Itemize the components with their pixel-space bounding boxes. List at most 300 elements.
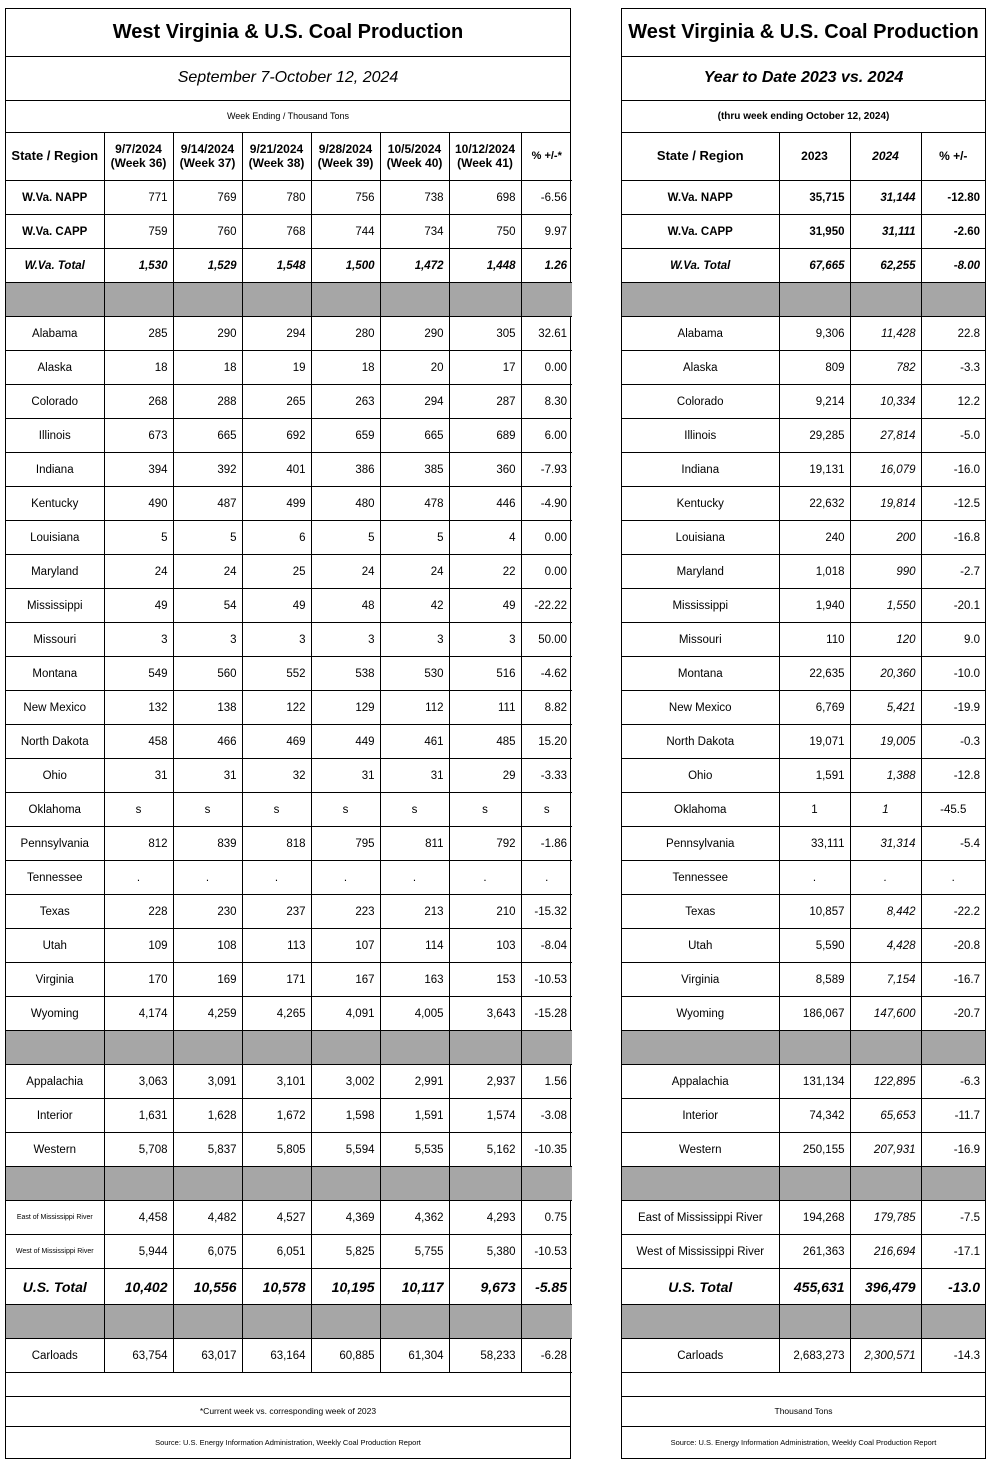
- weekly-cell: 18: [173, 351, 242, 385]
- ytd-cell: -19.9: [921, 691, 985, 725]
- weekly-cell: 3: [449, 623, 521, 657]
- weekly-row: [6, 725, 572, 759]
- weekly-cell: 112: [380, 691, 449, 725]
- weekly-cell: 163: [380, 963, 449, 997]
- ytd-cell: 5,421: [850, 691, 921, 725]
- ytd-row: [622, 385, 985, 419]
- ytd-cell: -12.80: [921, 181, 985, 215]
- weekly-cell: 4,005: [380, 997, 449, 1031]
- ytd-row: [622, 453, 985, 487]
- header-date: 9/14/2024: [180, 142, 235, 156]
- ytd-cell: 110: [779, 623, 850, 657]
- weekly-cell: .: [242, 861, 311, 895]
- ytd-row: [622, 351, 985, 385]
- ytd-row-label: Virginia: [622, 963, 779, 997]
- ytd-row: [622, 1065, 985, 1099]
- header-date: 10/12/2024: [454, 142, 516, 156]
- weekly-row-label: Carloads: [6, 1339, 104, 1373]
- separator-cell: [779, 1305, 850, 1339]
- weekly-cell: 549: [104, 657, 173, 691]
- weekly-cell: 213: [380, 895, 449, 929]
- ytd-row: [622, 1235, 985, 1269]
- separator-cell: [380, 1167, 449, 1201]
- ytd-cell: 207,931: [850, 1133, 921, 1167]
- weekly-cell: 63,017: [173, 1339, 242, 1373]
- weekly-row: [6, 759, 572, 793]
- weekly-row-label: Tennessee: [6, 861, 104, 895]
- weekly-row: [6, 929, 572, 963]
- ytd-cell: 8,442: [850, 895, 921, 929]
- ytd-row-label: Appalachia: [622, 1065, 779, 1099]
- weekly-cell: -6.56: [521, 181, 572, 215]
- ytd-row: [622, 929, 985, 963]
- ytd-row: [622, 759, 985, 793]
- weekly-row-label: Texas: [6, 895, 104, 929]
- weekly-cell: -10.53: [521, 1235, 572, 1269]
- weekly-cell: 466: [173, 725, 242, 759]
- weekly-cell: 265: [242, 385, 311, 419]
- ytd-cell: 9.0: [921, 623, 985, 657]
- weekly-row: [6, 1031, 572, 1065]
- ytd-cell: -20.1: [921, 589, 985, 623]
- weekly-cell: 792: [449, 827, 521, 861]
- weekly-row: [6, 1133, 572, 1167]
- header-week: (Week 39): [317, 156, 374, 170]
- ytd-cell: 6,769: [779, 691, 850, 725]
- weekly-row: [6, 1065, 572, 1099]
- ytd-cell: 1,591: [779, 759, 850, 793]
- ytd-header-state: State / Region: [622, 132, 779, 181]
- ytd-cell: -12.5: [921, 487, 985, 521]
- ytd-row: [622, 861, 985, 895]
- ytd-production-panel: [621, 8, 986, 1459]
- weekly-cell: 5: [311, 521, 380, 555]
- weekly-cell: 4,458: [104, 1201, 173, 1235]
- ytd-cell: 31,950: [779, 215, 850, 249]
- weekly-cell: 3,091: [173, 1065, 242, 1099]
- ytd-row: [622, 521, 985, 555]
- weekly-cell: 19: [242, 351, 311, 385]
- ytd-cell: 1,940: [779, 589, 850, 623]
- weekly-cell: 263: [311, 385, 380, 419]
- weekly-cell: 1,598: [311, 1099, 380, 1133]
- weekly-row-label: Illinois: [6, 419, 104, 453]
- weekly-cell: 8.82: [521, 691, 572, 725]
- weekly-cell: 10,117: [380, 1269, 449, 1305]
- ytd-cell: -8.00: [921, 249, 985, 283]
- weekly-cell: -3.33: [521, 759, 572, 793]
- ytd-cell: 4,428: [850, 929, 921, 963]
- ytd-cell: .: [779, 861, 850, 895]
- separator-cell: [104, 1305, 173, 1339]
- ytd-row: [622, 283, 985, 317]
- weekly-cell: 1,530: [104, 249, 173, 283]
- weekly-cell: 228: [104, 895, 173, 929]
- separator-cell: [380, 1305, 449, 1339]
- ytd-cell: -20.7: [921, 997, 985, 1031]
- ytd-row-label: Wyoming: [622, 997, 779, 1031]
- separator-cell: [449, 1305, 521, 1339]
- weekly-cell: 6: [242, 521, 311, 555]
- weekly-cell: 288: [173, 385, 242, 419]
- weekly-cell: .: [521, 861, 572, 895]
- weekly-production-panel: [5, 8, 571, 1459]
- ytd-cell: 22,632: [779, 487, 850, 521]
- weekly-cell: 10,402: [104, 1269, 173, 1305]
- weekly-cell: -6.28: [521, 1339, 572, 1373]
- weekly-cell: 458: [104, 725, 173, 759]
- ytd-row: [622, 1031, 985, 1065]
- separator-cell: [779, 283, 850, 317]
- separator-cell: [6, 1167, 104, 1201]
- weekly-note: *Current week vs. corresponding week of 2023: [6, 1396, 570, 1425]
- ytd-cell: 261,363: [779, 1235, 850, 1269]
- weekly-cell: 24: [104, 555, 173, 589]
- weekly-cell: 1,574: [449, 1099, 521, 1133]
- weekly-cell: 538: [311, 657, 380, 691]
- weekly-row: [6, 521, 572, 555]
- separator-cell: [921, 1167, 985, 1201]
- weekly-cell: 4,259: [173, 997, 242, 1031]
- ytd-cell: 216,694: [850, 1235, 921, 1269]
- weekly-cell: 5,708: [104, 1133, 173, 1167]
- weekly-cell: 0.00: [521, 521, 572, 555]
- ytd-header-y2: 2024: [850, 132, 921, 181]
- ytd-row: [622, 827, 985, 861]
- weekly-cell: 210: [449, 895, 521, 929]
- ytd-row-label: Pennsylvania: [622, 827, 779, 861]
- ytd-cell: 147,600: [850, 997, 921, 1031]
- ytd-cell: 65,653: [850, 1099, 921, 1133]
- weekly-row: [6, 793, 572, 827]
- weekly-row: [6, 589, 572, 623]
- weekly-row-label: Louisiana: [6, 521, 104, 555]
- weekly-cell: 744: [311, 215, 380, 249]
- weekly-row-label: Missouri: [6, 623, 104, 657]
- weekly-cell: 109: [104, 929, 173, 963]
- ytd-cell: 1,018: [779, 555, 850, 589]
- weekly-cell: 3,643: [449, 997, 521, 1031]
- weekly-cell: 18: [311, 351, 380, 385]
- weekly-cell: 5,837: [173, 1133, 242, 1167]
- weekly-cell: 665: [380, 419, 449, 453]
- weekly-cell: 5: [380, 521, 449, 555]
- weekly-cell: s: [173, 793, 242, 827]
- weekly-row-label: Utah: [6, 929, 104, 963]
- header-week: (Week 41): [457, 156, 513, 170]
- weekly-cell: 17: [449, 351, 521, 385]
- separator-cell: [449, 1031, 521, 1065]
- ytd-cell: 2,683,273: [779, 1339, 850, 1373]
- separator-cell: [104, 1167, 173, 1201]
- ytd-cell: 186,067: [779, 997, 850, 1031]
- weekly-cell: 169: [173, 963, 242, 997]
- weekly-cell: 478: [380, 487, 449, 521]
- ytd-row: [622, 1167, 985, 1201]
- weekly-row: [6, 1305, 572, 1339]
- weekly-cell: 1,672: [242, 1099, 311, 1133]
- weekly-cell: 5,805: [242, 1133, 311, 1167]
- weekly-row-label: New Mexico: [6, 691, 104, 725]
- weekly-cell: 5,535: [380, 1133, 449, 1167]
- ytd-cell: -17.1: [921, 1235, 985, 1269]
- weekly-cell: 734: [380, 215, 449, 249]
- ytd-cell: 27,814: [850, 419, 921, 453]
- ytd-cell: -14.3: [921, 1339, 985, 1373]
- weekly-row-label: Interior: [6, 1099, 104, 1133]
- separator-cell: [173, 283, 242, 317]
- weekly-row: [6, 895, 572, 929]
- weekly-cell: .: [104, 861, 173, 895]
- header-week: (Week 40): [386, 156, 443, 170]
- ytd-cell: 31,314: [850, 827, 921, 861]
- weekly-cell: 0.00: [521, 351, 572, 385]
- ytd-cell: -22.2: [921, 895, 985, 929]
- weekly-cell: 42: [380, 589, 449, 623]
- separator-cell: [779, 1167, 850, 1201]
- separator-cell: [173, 1167, 242, 1201]
- ytd-row: [622, 317, 985, 351]
- weekly-cell: 10,556: [173, 1269, 242, 1305]
- ytd-cell: 62,255: [850, 249, 921, 283]
- weekly-cell: 698: [449, 181, 521, 215]
- weekly-cell: 290: [173, 317, 242, 351]
- ytd-cell: -13.0: [921, 1269, 985, 1305]
- weekly-cell: 111: [449, 691, 521, 725]
- ytd-cell: 35,715: [779, 181, 850, 215]
- ytd-cell: -5.0: [921, 419, 985, 453]
- ytd-row-label: Missouri: [622, 623, 779, 657]
- separator-cell: [850, 1031, 921, 1065]
- separator-cell: [242, 283, 311, 317]
- ytd-row-label: Interior: [622, 1099, 779, 1133]
- separator-cell: [173, 1305, 242, 1339]
- weekly-cell: 4,265: [242, 997, 311, 1031]
- ytd-cell: -5.4: [921, 827, 985, 861]
- separator-cell: [311, 1031, 380, 1065]
- weekly-cell: .: [380, 861, 449, 895]
- weekly-cell: 560: [173, 657, 242, 691]
- weekly-cell: 449: [311, 725, 380, 759]
- weekly-cell: 839: [173, 827, 242, 861]
- weekly-cell: 6.00: [521, 419, 572, 453]
- weekly-row-label: W.Va. NAPP: [6, 181, 104, 215]
- ytd-cell: -12.8: [921, 759, 985, 793]
- ytd-title: West Virginia & U.S. Coal Production: [622, 9, 985, 57]
- weekly-cell: 812: [104, 827, 173, 861]
- weekly-cell: 3,002: [311, 1065, 380, 1099]
- weekly-cell: 18: [104, 351, 173, 385]
- ytd-cell: 7,154: [850, 963, 921, 997]
- weekly-cell: -4.90: [521, 487, 572, 521]
- weekly-cell: -15.32: [521, 895, 572, 929]
- weekly-cell: 170: [104, 963, 173, 997]
- weekly-cell: 659: [311, 419, 380, 453]
- separator-cell: [921, 283, 985, 317]
- ytd-cell: 19,814: [850, 487, 921, 521]
- separator-cell: [6, 1031, 104, 1065]
- ytd-cell: -20.8: [921, 929, 985, 963]
- weekly-cell: 480: [311, 487, 380, 521]
- separator-cell: [6, 1305, 104, 1339]
- ytd-cell: 1: [779, 793, 850, 827]
- ytd-cell: 990: [850, 555, 921, 589]
- weekly-cell: 394: [104, 453, 173, 487]
- weekly-cell: 780: [242, 181, 311, 215]
- separator-cell: [622, 283, 779, 317]
- weekly-header-week: [104, 132, 173, 181]
- ytd-cell: 122,895: [850, 1065, 921, 1099]
- weekly-cell: 485: [449, 725, 521, 759]
- separator-cell: [921, 1031, 985, 1065]
- ytd-cell: 194,268: [779, 1201, 850, 1235]
- separator-cell: [521, 283, 572, 317]
- weekly-cell: 29: [449, 759, 521, 793]
- ytd-cell: 31,144: [850, 181, 921, 215]
- ytd-row: [622, 793, 985, 827]
- separator-cell: [622, 1167, 779, 1201]
- ytd-units: (thru week ending October 12, 2024): [622, 100, 985, 133]
- weekly-cell: 167: [311, 963, 380, 997]
- weekly-cell: 22: [449, 555, 521, 589]
- weekly-row-label: U.S. Total: [6, 1269, 104, 1305]
- weekly-cell: -5.85: [521, 1269, 572, 1305]
- weekly-cell: 5,944: [104, 1235, 173, 1269]
- weekly-cell: 294: [380, 385, 449, 419]
- separator-cell: [449, 283, 521, 317]
- weekly-cell: 771: [104, 181, 173, 215]
- weekly-row: [6, 487, 572, 521]
- weekly-cell: 63,754: [104, 1339, 173, 1373]
- weekly-cell: 4,174: [104, 997, 173, 1031]
- weekly-cell: 8.30: [521, 385, 572, 419]
- ytd-cell: -2.60: [921, 215, 985, 249]
- weekly-cell: 689: [449, 419, 521, 453]
- weekly-cell: 4,091: [311, 997, 380, 1031]
- weekly-row: [6, 861, 572, 895]
- ytd-note: Thousand Tons: [622, 1396, 985, 1425]
- ytd-row-label: W.Va. Total: [622, 249, 779, 283]
- ytd-row-label: Kentucky: [622, 487, 779, 521]
- header-week: (Week 37): [179, 156, 236, 170]
- ytd-cell: 9,306: [779, 317, 850, 351]
- weekly-cell: 5: [104, 521, 173, 555]
- weekly-cell: s: [449, 793, 521, 827]
- weekly-cell: 759: [104, 215, 173, 249]
- weekly-cell: 673: [104, 419, 173, 453]
- ytd-row: [622, 963, 985, 997]
- weekly-cell: 31: [380, 759, 449, 793]
- weekly-cell: 360: [449, 453, 521, 487]
- weekly-cell: 1,500: [311, 249, 380, 283]
- ytd-cell: -16.7: [921, 963, 985, 997]
- ytd-cell: 11,428: [850, 317, 921, 351]
- weekly-cell: 32: [242, 759, 311, 793]
- weekly-row: [6, 555, 572, 589]
- ytd-row-label: Carloads: [622, 1339, 779, 1373]
- ytd-cell: 8,589: [779, 963, 850, 997]
- ytd-row-label: W.Va. CAPP: [622, 215, 779, 249]
- ytd-row-label: Oklahoma: [622, 793, 779, 827]
- weekly-cell: 446: [449, 487, 521, 521]
- weekly-row-label: East of Mississippi River: [6, 1201, 104, 1235]
- ytd-cell: .: [850, 861, 921, 895]
- ytd-cell: 131,134: [779, 1065, 850, 1099]
- weekly-cell: 237: [242, 895, 311, 929]
- weekly-cell: 25: [242, 555, 311, 589]
- separator-cell: [242, 1305, 311, 1339]
- ytd-row: [622, 249, 985, 283]
- weekly-cell: 54: [173, 589, 242, 623]
- weekly-cell: 750: [449, 215, 521, 249]
- separator-cell: [6, 283, 104, 317]
- ytd-cell: 9,214: [779, 385, 850, 419]
- weekly-row-label: Colorado: [6, 385, 104, 419]
- ytd-row-label: Tennessee: [622, 861, 779, 895]
- separator-cell: [311, 1167, 380, 1201]
- ytd-row: [622, 181, 985, 215]
- separator-cell: [521, 1031, 572, 1065]
- separator-cell: [380, 1031, 449, 1065]
- ytd-source: Source: U.S. Energy Information Administration, Weekly Coal Production Report: [622, 1426, 985, 1458]
- weekly-row-label: Alaska: [6, 351, 104, 385]
- weekly-cell: 490: [104, 487, 173, 521]
- weekly-row: [6, 623, 572, 657]
- weekly-row-label: Pennsylvania: [6, 827, 104, 861]
- separator-cell: [850, 1305, 921, 1339]
- weekly-cell: 122: [242, 691, 311, 725]
- weekly-header-week: [173, 132, 242, 181]
- ytd-cell: -11.7: [921, 1099, 985, 1133]
- weekly-cell: 49: [242, 589, 311, 623]
- separator-cell: [622, 1305, 779, 1339]
- weekly-cell: 386: [311, 453, 380, 487]
- header-week: (Week 36): [110, 156, 167, 170]
- ytd-cell: 19,131: [779, 453, 850, 487]
- weekly-cell: 138: [173, 691, 242, 725]
- weekly-row-label: Mississippi: [6, 589, 104, 623]
- weekly-row: [6, 453, 572, 487]
- ytd-row: [622, 487, 985, 521]
- ytd-cell: 1,550: [850, 589, 921, 623]
- separator-cell: [173, 1031, 242, 1065]
- weekly-cell: 114: [380, 929, 449, 963]
- weekly-cell: 58,233: [449, 1339, 521, 1373]
- separator-cell: [104, 283, 173, 317]
- weekly-cell: 31: [311, 759, 380, 793]
- weekly-cell: 768: [242, 215, 311, 249]
- ytd-row-label: W.Va. NAPP: [622, 181, 779, 215]
- separator-cell: [622, 1031, 779, 1065]
- ytd-table: [622, 132, 985, 1373]
- weekly-row-label: Alabama: [6, 317, 104, 351]
- ytd-row: [622, 657, 985, 691]
- separator-cell: [242, 1167, 311, 1201]
- weekly-cell: 171: [242, 963, 311, 997]
- weekly-cell: 0.00: [521, 555, 572, 589]
- weekly-cell: 108: [173, 929, 242, 963]
- weekly-cell: -22.22: [521, 589, 572, 623]
- ytd-row-label: Texas: [622, 895, 779, 929]
- weekly-row: [6, 1269, 572, 1305]
- weekly-subtitle: September 7-October 12, 2024: [6, 56, 570, 101]
- ytd-row-label: Alabama: [622, 317, 779, 351]
- separator-cell: [449, 1167, 521, 1201]
- ytd-row-label: Utah: [622, 929, 779, 963]
- weekly-cell: 6,051: [242, 1235, 311, 1269]
- weekly-cell: 10,578: [242, 1269, 311, 1305]
- ytd-cell: .: [921, 861, 985, 895]
